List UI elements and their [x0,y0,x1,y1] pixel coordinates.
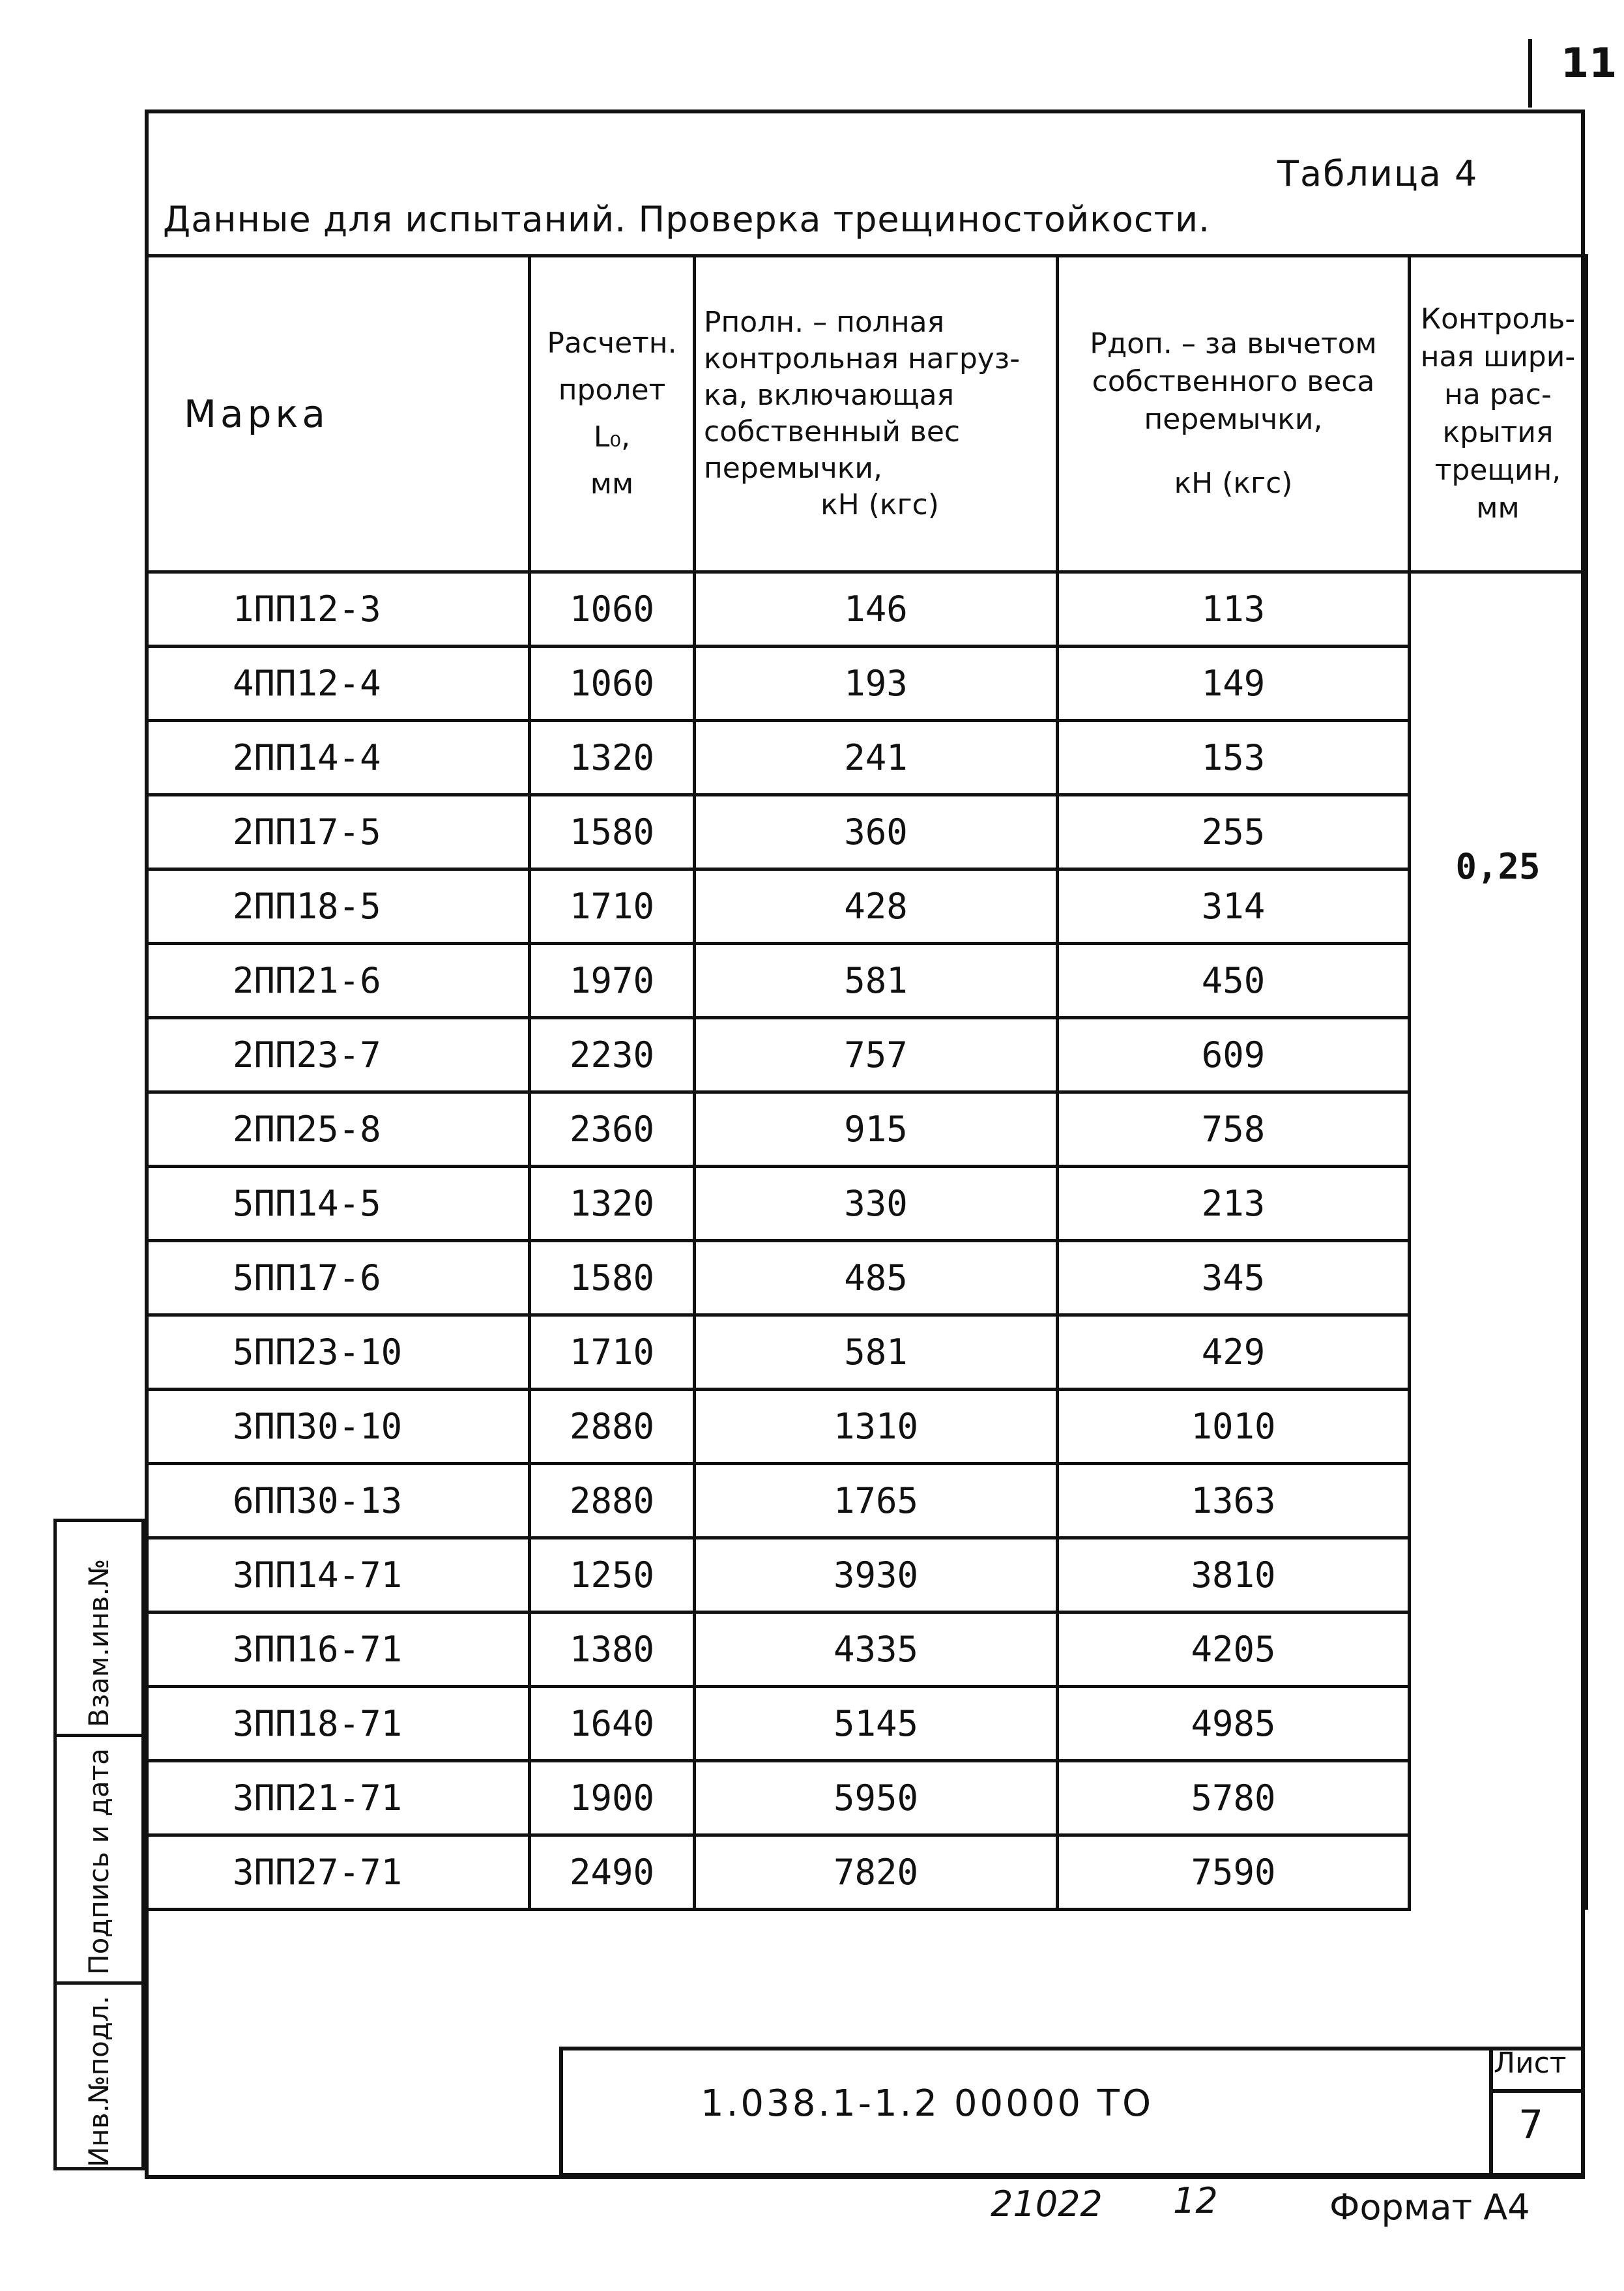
additional-load-cell: 7590 [1058,1835,1410,1910]
additional-load-cell: 255 [1058,795,1410,869]
sheet-label: Лист [1494,2047,1567,2080]
side-label-replace: Взам.инв.№ [83,1558,115,1727]
table-row [147,795,1587,869]
footer-page-number: 12 [1173,2180,1218,2221]
span-cell: 1580 [530,1241,695,1315]
span-cell: 1250 [530,1538,695,1612]
table-row [147,1390,1587,1464]
table-row [147,721,1587,795]
additional-load-cell: 609 [1058,1018,1410,1092]
table-row [147,1538,1587,1612]
additional-load-cell: 213 [1058,1167,1410,1241]
full-load-cell: 1310 [695,1390,1058,1464]
full-load-cell: 5950 [695,1761,1058,1835]
full-load-cell: 4335 [695,1612,1058,1687]
mark-cell: 2ПП21-6 [147,944,530,1018]
span-cell: 1970 [530,944,695,1018]
table-row [147,572,1587,647]
side-row-replace [57,1522,141,1737]
mark-cell: 2ПП23-7 [147,1018,530,1092]
full-load-cell: 330 [695,1167,1058,1241]
additional-load-cell: 149 [1058,647,1410,721]
full-load-cell: 428 [695,869,1058,944]
full-load-cell: 485 [695,1241,1058,1315]
header-marka: Марка [147,256,530,572]
test-data-table [145,254,1588,1911]
full-load-cell: 193 [695,647,1058,721]
span-cell: 1580 [530,795,695,869]
table-row [147,1315,1587,1390]
side-label-signature: Подпись и дата [83,1748,115,1975]
header-additional-load: Pдоп. – за вычетом собственного веса перемычки, кН (кгс) [1058,256,1410,572]
mark-cell: 3ПП14-71 [147,1538,530,1612]
span-cell: 2230 [530,1018,695,1092]
full-load-cell: 5145 [695,1687,1058,1761]
table-row [147,869,1587,944]
mark-cell: 2ПП18-5 [147,869,530,944]
mark-cell: 2ПП14-4 [147,721,530,795]
additional-load-cell: 3810 [1058,1538,1410,1612]
full-load-cell: 757 [695,1018,1058,1092]
table-number: Таблица 4 [1277,153,1479,194]
mark-cell: 2ПП25-8 [147,1092,530,1167]
table-row [147,944,1587,1018]
span-cell: 1640 [530,1687,695,1761]
full-load-cell: 360 [695,795,1058,869]
footer-order-number: 21022 [991,2183,1103,2225]
crack-width-value: 0,25 [1410,572,1587,1910]
full-load-cell: 241 [695,721,1058,795]
table-row [147,1167,1587,1241]
span-cell: 1380 [530,1612,695,1687]
span-cell: 2360 [530,1092,695,1167]
side-stamp [53,1519,145,2170]
mark-cell: 6ПП30-13 [147,1464,530,1538]
full-load-cell: 3930 [695,1538,1058,1612]
page-number: 11 [1561,39,1617,87]
full-load-cell: 915 [695,1092,1058,1167]
side-label-original: Инв.№подл. [83,1995,115,2167]
mark-cell: 3ПП21-71 [147,1761,530,1835]
table-row [147,1241,1587,1315]
page-number-divider [1528,39,1532,108]
span-cell: 1900 [530,1761,695,1835]
span-cell: 2880 [530,1464,695,1538]
span-cell: 2880 [530,1390,695,1464]
span-cell: 1060 [530,647,695,721]
side-row-signature [57,1737,141,1985]
sheet-box-divider [1489,2089,1585,2093]
full-load-cell: 7820 [695,1835,1058,1910]
header-crack-width: Контроль- ная шири- на рас- крытия трещин, мм [1410,256,1587,572]
mark-cell: 1ПП12-3 [147,572,530,647]
additional-load-cell: 5780 [1058,1761,1410,1835]
additional-load-cell: 113 [1058,572,1410,647]
table-row [147,647,1587,721]
span-cell: 1320 [530,1167,695,1241]
table-row [147,1612,1587,1687]
additional-load-cell: 1010 [1058,1390,1410,1464]
additional-load-cell: 758 [1058,1092,1410,1167]
additional-load-cell: 314 [1058,869,1410,944]
mark-cell: 5ПП14-5 [147,1167,530,1241]
mark-cell: 4ПП12-4 [147,647,530,721]
additional-load-cell: 450 [1058,944,1410,1018]
mark-cell: 5ПП23-10 [147,1315,530,1390]
sheet-number: 7 [1518,2102,1544,2148]
table-row [147,1761,1587,1835]
span-cell: 1060 [530,572,695,647]
mark-cell: 5ПП17-6 [147,1241,530,1315]
span-cell: 1710 [530,869,695,944]
full-load-cell: 581 [695,944,1058,1018]
mark-cell: 3ПП16-71 [147,1612,530,1687]
additional-load-cell: 153 [1058,721,1410,795]
table-row [147,1835,1587,1910]
span-cell: 1710 [530,1315,695,1390]
side-row-original [57,1985,141,2170]
span-cell: 2490 [530,1835,695,1910]
table-row [147,1018,1587,1092]
table-row [147,1687,1587,1761]
header-span: Расчетн. пролет L₀, мм [530,256,695,572]
additional-load-cell: 429 [1058,1315,1410,1390]
footer-format: Формат А4 [1329,2187,1530,2228]
full-load-cell: 581 [695,1315,1058,1390]
mark-cell: 3ПП27-71 [147,1835,530,1910]
table-row [147,1464,1587,1538]
table-title: Данные для испытаний. Проверка трещиностойкости. [163,199,1211,240]
full-load-cell: 1765 [695,1464,1058,1538]
table-header-row [147,256,1587,572]
additional-load-cell: 4205 [1058,1612,1410,1687]
mark-cell: 3ПП18-71 [147,1687,530,1761]
additional-load-cell: 4985 [1058,1687,1410,1761]
additional-load-cell: 345 [1058,1241,1410,1315]
span-cell: 1320 [530,721,695,795]
document-code: 1.038.1-1.2 00000 ТО [701,2082,1154,2125]
full-load-cell: 146 [695,572,1058,647]
mark-cell: 2ПП17-5 [147,795,530,869]
table-body [147,572,1587,1910]
table-row [147,1092,1587,1167]
additional-load-cell: 1363 [1058,1464,1410,1538]
mark-cell: 3ПП30-10 [147,1390,530,1464]
header-full-load: Pполн. – полная контрольная нагруз- ка, включающая собственный вес перемычки, кН (кгс) [695,256,1058,572]
